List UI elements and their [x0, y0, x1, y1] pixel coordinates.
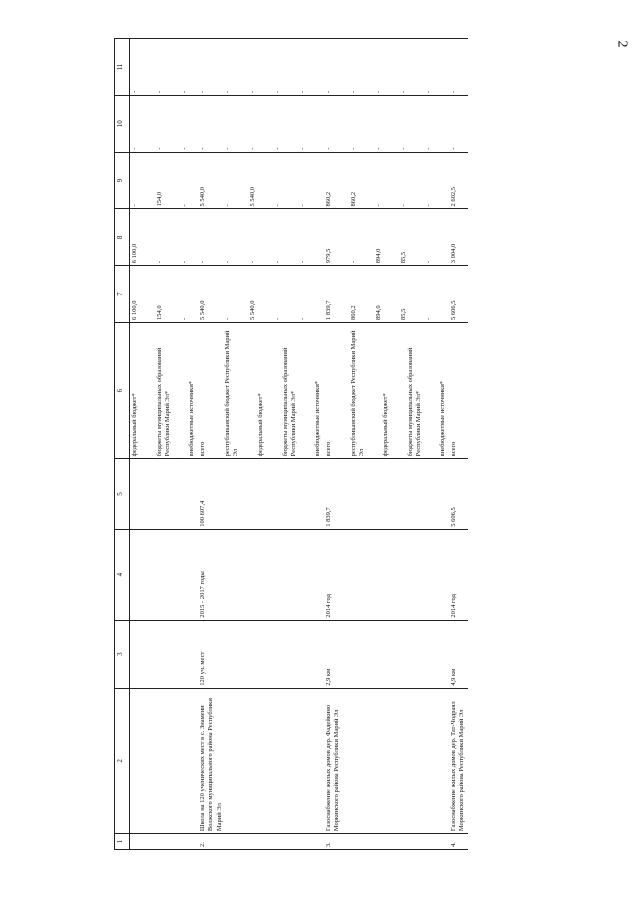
source-cell: [449, 323, 467, 459]
value-cell: -: [274, 90, 282, 93]
header-cell-1: 1: [115, 834, 130, 850]
value-cell: 85,5: [399, 308, 407, 321]
table-row-continuation: [130, 39, 199, 850]
value-cell: -: [199, 147, 207, 150]
value-cell: 1 839,7: [324, 300, 332, 321]
value-cell: -: [274, 147, 282, 150]
value-cell: 894,0: [374, 305, 382, 321]
period: 2014 год: [449, 529, 467, 620]
value-cell: -: [324, 90, 332, 93]
value-cell: -: [274, 204, 282, 207]
value-cell: 2 602,5: [450, 186, 458, 207]
value-cell: -: [274, 261, 282, 264]
header-cell-6: 6: [115, 323, 130, 459]
source-label: внебюджетные источники*: [439, 380, 447, 457]
value-cell: -: [249, 147, 257, 150]
header-cell-3: 3: [115, 620, 130, 688]
header-row: [115, 39, 130, 850]
header-cell-5: 5: [115, 459, 130, 529]
value-cell: -: [224, 147, 232, 150]
value-cell: -: [299, 90, 307, 93]
source-cell: [130, 323, 199, 459]
source-label: республиканский бюджет Республики Марий Эл: [349, 330, 365, 457]
source-cell: [198, 323, 324, 459]
source-cell: [324, 323, 450, 459]
source-label: внебюджетные источники*: [313, 380, 321, 457]
value-cell: 6 100,0: [131, 300, 138, 321]
value-cell: -: [450, 90, 458, 93]
investment-table: [114, 38, 468, 850]
value-cell: -: [156, 147, 163, 150]
value-cell: -: [299, 204, 307, 207]
value-cell: -: [374, 147, 382, 150]
value-cell: -: [349, 90, 357, 93]
value-cell: -: [299, 317, 307, 321]
value-cell: -: [181, 90, 188, 93]
estimated-cost: 5 606,5: [449, 459, 467, 529]
value-cell: -: [374, 204, 382, 207]
value-cell: -: [399, 147, 407, 150]
value-cell: -: [156, 90, 163, 93]
row-number: 2.: [198, 834, 324, 850]
source-label: всего: [199, 441, 207, 457]
object-name: Газоснабжение жилых домов дер. Тат-Чодраял Моркинского района Республики Марий Эл: [449, 688, 467, 833]
capacity: 120 уч. мест: [198, 620, 324, 688]
period: 2015 - 2017 годы: [198, 529, 324, 620]
value-cell: -: [224, 90, 232, 93]
object-name: Газоснабжение жилых домов дер. Фадейкино Моркинского района Республики Марий Эл: [324, 688, 450, 833]
source-label: республиканский бюджет Республики Марий Эл: [224, 330, 240, 457]
row-number: 3.: [324, 834, 450, 850]
header-cell-11: 11: [115, 39, 130, 96]
header-cell-9: 9: [115, 152, 130, 209]
value-cell: -: [181, 317, 188, 321]
header-cell-7: 7: [115, 266, 130, 323]
value-cell: -: [181, 147, 188, 150]
value-cell: -: [156, 261, 163, 264]
value-cell: -: [131, 147, 138, 150]
value-cell: 154,0: [156, 191, 163, 207]
value-cell: -: [199, 261, 207, 264]
value-cell: -: [249, 90, 257, 93]
value-cell: 5 540,0: [249, 186, 257, 207]
table-row: [198, 39, 324, 850]
value-cell: -: [131, 90, 138, 93]
value-cell: 860,2: [349, 191, 357, 207]
source-label: федеральный бюджет*: [256, 393, 264, 457]
value-cell: 5 540,0: [249, 300, 257, 321]
rotated-table-wrapper: [114, 38, 634, 850]
row-number: 4.: [449, 834, 467, 850]
source-label: бюджеты муниципальных образований Республики Марий Эл*: [156, 347, 172, 457]
value-cell: -: [424, 90, 432, 93]
estimated-cost: 100 607,4: [198, 459, 324, 529]
header-cell-8: 8: [115, 209, 130, 266]
header-cell-10: 10: [115, 95, 130, 152]
value-cell: -: [181, 204, 188, 207]
header-cell-4: 4: [115, 529, 130, 620]
value-cell: 3 004,0: [450, 243, 458, 264]
source-label: бюджеты муниципальных образований Республики Марий Эл*: [281, 347, 297, 457]
value-cell: 5 606,5: [450, 300, 458, 321]
value-cell: -: [131, 204, 138, 207]
value-cell: 860,2: [349, 305, 357, 321]
source-label: всего: [324, 441, 332, 457]
value-cell: -: [399, 204, 407, 207]
value-cell: -: [181, 261, 188, 264]
source-label: федеральный бюджет*: [131, 393, 138, 457]
object-name: Школа на 120 ученических мест в с. Знамени Волжского муниципального района Республики Марий Эл: [198, 688, 324, 833]
value-cell: -: [324, 147, 332, 150]
value-cell: -: [424, 261, 432, 264]
table-row: [449, 39, 467, 850]
value-cell: 979,5: [324, 248, 332, 264]
source-label: внебюджетные источники*: [188, 380, 196, 457]
value-cell: 5 540,0: [199, 300, 207, 321]
value-cell: -: [199, 90, 207, 93]
source-label: федеральный бюджет*: [382, 393, 389, 457]
value-cell: -: [349, 261, 357, 264]
page-number: 2: [614, 40, 630, 48]
value-cell: -: [424, 147, 432, 150]
value-cell: -: [349, 147, 357, 150]
value-cell: -: [299, 147, 307, 150]
value-cell: 5 540,0: [199, 186, 207, 207]
source-label: бюджеты муниципальных образований Республики Марий Эл*: [407, 347, 423, 457]
source-label: всего: [450, 441, 458, 457]
value-cell: 6 100,0: [131, 243, 138, 264]
value-cell: 894,0: [374, 248, 382, 264]
value-cell: -: [450, 147, 458, 150]
value-cell: -: [224, 204, 232, 207]
table-row: [324, 39, 450, 850]
value-cell: -: [299, 261, 307, 264]
value-cell: -: [374, 90, 382, 93]
capacity: 2,9 км: [324, 620, 450, 688]
value-cell: -: [249, 261, 257, 264]
value-cell: -: [399, 90, 407, 93]
value-cell: -: [274, 317, 282, 321]
estimated-cost: 1 839,7: [324, 459, 450, 529]
capacity: 4,9 км: [449, 620, 467, 688]
period: 2014 год: [324, 529, 450, 620]
header-cell-2: 2: [115, 688, 130, 833]
value-cell: -: [224, 317, 232, 321]
value-cell: -: [424, 317, 432, 321]
value-cell: 85,5: [399, 251, 407, 264]
value-cell: 154,0: [156, 305, 163, 321]
value-cell: -: [224, 261, 232, 264]
value-cell: 860,2: [324, 191, 332, 207]
value-cell: -: [424, 204, 432, 207]
